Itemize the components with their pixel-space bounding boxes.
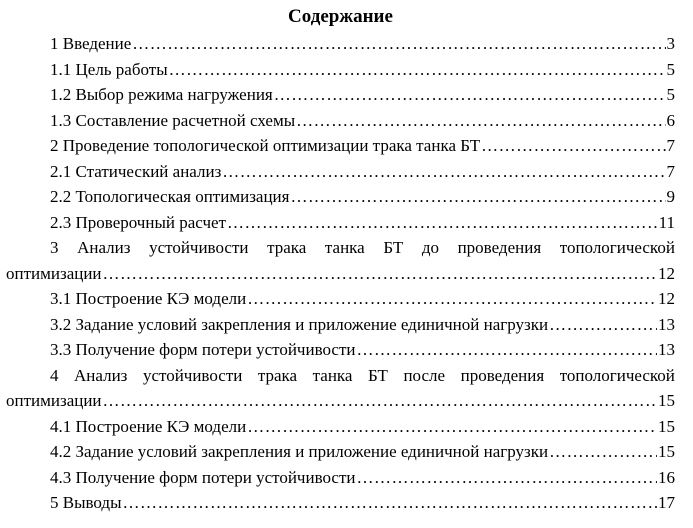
toc-row <box>6 82 675 108</box>
toc-leader-dots <box>274 82 666 108</box>
toc-word: БТ <box>383 238 404 257</box>
toc-entry <box>6 108 675 134</box>
toc-entry <box>6 82 675 108</box>
toc-entry <box>6 465 675 491</box>
toc-page-number: 15 <box>658 442 675 461</box>
toc-word: после <box>403 365 446 385</box>
toc-entry-label: 5 Выводы <box>50 493 122 512</box>
toc-leader-dots <box>103 388 657 414</box>
toc-entry-label: оптимизации <box>6 391 102 410</box>
toc-row <box>6 337 675 363</box>
toc-entry-label: 1.3 Составление расчетной схемы <box>50 110 296 130</box>
toc-page-number: 11 <box>658 212 675 232</box>
toc-entry-label: 1.2 Выбор режима нагружения <box>50 85 273 104</box>
toc-word: танка <box>312 365 353 385</box>
toc-page-number: 7 <box>666 136 675 155</box>
toc-page-number: 15 <box>658 391 675 410</box>
toc-leader-dots <box>296 108 665 134</box>
toc-row <box>6 414 675 440</box>
toc-page-number: 13 <box>658 314 675 334</box>
toc-entry-label: 1 Введение <box>50 34 132 53</box>
toc-row <box>6 159 675 185</box>
toc-entry <box>6 159 675 185</box>
toc-page-number: 7 <box>666 161 675 181</box>
toc-entry-label: 1.1 Цель работы <box>50 59 168 79</box>
toc-word: танка <box>324 238 365 257</box>
toc-page-number: 6 <box>666 110 675 130</box>
toc-word: проведения <box>457 238 542 257</box>
toc-leader-dots <box>357 337 658 363</box>
toc-page-number: 15 <box>658 416 675 436</box>
toc-leader-dots <box>357 465 658 491</box>
toc-word: топологической <box>559 238 675 257</box>
toc-entry <box>6 363 675 414</box>
toc-entry-label: 2.3 Проверочный расчет <box>50 212 227 232</box>
toc-leader-dots <box>222 159 665 185</box>
toc-entry-label: 2.1 Статический анализ <box>50 161 222 181</box>
toc-entry <box>6 286 675 312</box>
toc-word: трака <box>257 365 298 385</box>
toc-entry-lead-line <box>6 363 675 389</box>
toc-title: Содержание <box>288 6 393 27</box>
toc-page-number: 5 <box>666 85 675 104</box>
toc-leader-dots <box>169 57 666 83</box>
toc-entry-label: оптимизации <box>6 263 102 283</box>
toc-entry-label: 2 Проведение топологической оптимизации трака танка БТ <box>50 136 481 155</box>
toc-entry <box>6 490 675 516</box>
toc-leader-dots <box>247 414 657 440</box>
toc-leader-dots <box>481 133 665 159</box>
toc-entry <box>6 235 675 286</box>
toc-row <box>6 286 675 312</box>
toc-row <box>6 184 675 210</box>
toc-list <box>6 31 675 516</box>
toc-row <box>6 312 675 338</box>
toc-page-number: 16 <box>658 467 675 487</box>
toc-entry <box>6 57 675 83</box>
toc-row <box>6 31 675 57</box>
toc-row <box>6 261 675 287</box>
toc-page-number: 9 <box>666 187 675 206</box>
toc-page-number: 13 <box>658 340 675 359</box>
toc-entry-label: 2.2 Топологическая оптимизация <box>50 187 290 206</box>
toc-entry <box>6 210 675 236</box>
toc-word: до <box>421 238 439 257</box>
toc-leader-dots <box>549 312 657 338</box>
toc-entry <box>6 337 675 363</box>
toc-entry <box>6 31 675 57</box>
toc-word: топологической <box>559 365 675 385</box>
toc-leader-dots <box>227 210 658 236</box>
toc-word: трака <box>267 238 307 257</box>
toc-leader-dots <box>549 439 657 465</box>
toc-leader-dots <box>103 261 657 287</box>
toc-word: Анализ <box>77 238 131 257</box>
toc-entry-label: 3.2 Задание условий закрепления и приложение единичной нагрузки <box>50 314 549 334</box>
toc-word: БТ <box>368 365 388 385</box>
toc-entry-label: 4.3 Получение форм потери устойчивости <box>50 467 356 487</box>
toc-entry-label: 3.3 Получение форм потери устойчивости <box>50 340 356 359</box>
toc-entry-label: 3.1 Построение КЭ модели <box>50 289 247 308</box>
toc-page-number: 5 <box>666 59 675 79</box>
toc-entry <box>6 439 675 465</box>
toc-word: 4 <box>50 365 59 385</box>
toc-row <box>6 465 675 491</box>
toc-leader-dots <box>132 31 665 57</box>
toc-page-number: 17 <box>658 493 675 512</box>
toc-word: 3 <box>50 238 59 257</box>
toc-row <box>6 108 675 134</box>
toc-entry <box>6 133 675 159</box>
toc-page-number: 12 <box>658 263 675 283</box>
toc-entry-label: 4.1 Построение КЭ модели <box>50 416 247 436</box>
toc-word: Анализ <box>74 365 128 385</box>
toc-entry <box>6 312 675 338</box>
toc-leader-dots <box>123 490 657 516</box>
toc-entry-label: 4.2 Задание условий закрепления и приложение единичной нагрузки <box>50 442 549 461</box>
toc-word: устойчивости <box>149 238 249 257</box>
toc-entry-lead-line <box>6 235 675 261</box>
toc-row <box>6 210 675 236</box>
toc-row <box>6 388 675 414</box>
toc-page-number: 12 <box>658 289 675 308</box>
toc-row <box>6 133 675 159</box>
toc-row <box>6 490 675 516</box>
toc-word: устойчивости <box>142 365 243 385</box>
toc-row <box>6 439 675 465</box>
toc-entry <box>6 414 675 440</box>
toc-leader-dots <box>247 286 657 312</box>
toc-row <box>6 57 675 83</box>
toc-page-number: 3 <box>666 34 675 53</box>
toc-word: проведения <box>460 365 545 385</box>
toc-entry <box>6 184 675 210</box>
toc-leader-dots <box>290 184 665 210</box>
